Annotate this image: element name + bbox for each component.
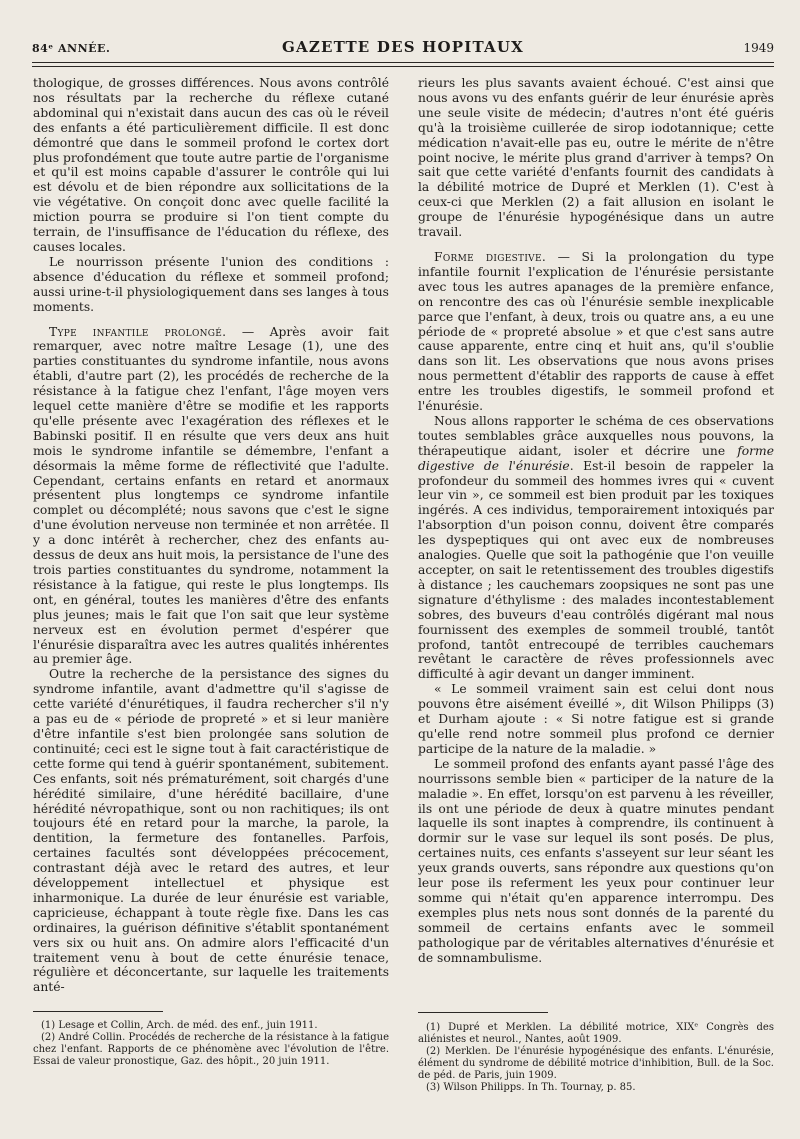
paragraph: Nous allons rapporter le schéma de ces observations toutes semblables grâce auxquelles nous pouvons, la thérapeutique aidant, isoler et décrire une forme digestive de l'énurésie. Est-il besoin de rappeler la profondeur du sommeil des hommes ivres qui « cuvent leur vin », ce sommeil est bien produit par les toxiques ingérés. A ces individus, temporairement intoxiqués par l'absorption d'un poison connu, doivent être comparés les dyspeptiques qui ont avec eux de nombreuses analogies. Quelle que soit la pathogénie que l'on veuille accepter, on sait le retentissement des troubles digestifs à distance ; les cauchemars zoopsiques ne sont pas une signature d'éthylisme : des malades incontestablement sobres, des buveurs d'eau contrôlés digérant mal nous fournissent des exemples de sommeil troublé, tantôt profond, tantôt entrecoupé de terribles cauchemars revêtant le caractère de rêves professionnels avec difficulté à agir devant un danger imminent. [418, 413, 774, 682]
emphasis: forme digestive de l'énurésie [418, 443, 774, 473]
page-number: 1949 [743, 41, 774, 55]
footnotes-right [418, 1022, 774, 1094]
footnote-rule [33, 1011, 163, 1012]
footnotes-left [33, 1020, 389, 1068]
header-rule-top [32, 62, 774, 63]
paragraph: Outre la recherche de la persistance des signes du syndrome infantile, avant d'admettre qu'il s'agisse de cette variété d'énurétiques, il faudra rechercher s'il n'y a pas eu de « période de propreté » et si leur manière d'être infantile s'est bien prolongée sans solution de continuité; ceci est le signe tout à fait caractéristique de cette forme qui tend à guérir spontanément, subitement. Ces enfants, soit nés prématurément, soit chargés d'une hérédité similaire, d'une hérédité bacillaire, d'une hérédité névropathique, sont ou non rachitiques; ils ont toujours été en retard pour la marche, la parole, la dentition, la fermeture des fontanelles. Parfois, certaines facultés sont développées précocement, contrastant déjà avec le retard des autres, et leur développement intellectuel et physique est inharmonique. La durée de leur énurésie est variable, capricieuse, échappant à toute règle fixe. Dans les cas ordinaires, la guérison définitive s'établit spontanément vers six ou huit ans. On admire alors l'efficacité d'un traitement venu à bout de cette énurésie tenace, régulière et déconcertante, sur laquelle les traitements anté- [33, 667, 389, 995]
section-heading: Type infantile prolongé. [49, 324, 227, 339]
section-paragraph: Type infantile prolongé. — Après avoir fait remarquer, avec notre maître Lesage (1), une des parties constituantes du syndrome infantile, nous avons établi, d'autre part (2), les procédés de recherche de la résistance à la fatigue chez l'enfant, l'âge moyen vers lequel cette manière d'être se modifie et les rapports qu'elle présente avec l'exagération des réflexes et le Babinski positif. Il en résulte que vers deux ans huit mois le syndrome infantile se démembre, l'enfant a désormais la même forme de réflectivité que l'adulte. Cependant, certains enfants en retard et anormaux présentent plus longtemps ce syndrome infantile complet ou décomplété; nous savons que c'est le signe d'une évolution nerveuse non terminée et non arrêtée. Il y a donc intérêt à rechercher, chez des enfants au-dessus de deux ans huit mois, la persistance de l'une des trois parties constituantes du syndrome, notamment la résistance à la fatigue, qui reste le plus longtemps. Ils ont, en général, toutes les manières d'être des enfants plus jeunes; mais le fait que l'on sait que leur système nerveux est en évolution permet d'espérer que l'énurésie disparaîtra avec les autres qualités inhérentes au premier âge. [33, 324, 389, 667]
paragraph: « Le sommeil vraiment sain est celui dont nous pouvons être aisément éveillé », dit Wilson Philipps (3) et Durham ajoute : « Si notre fatigue est si grande qu'elle rend notre sommeil plus profond ce dernier participe de la nature de la maladie. » [418, 682, 774, 756]
paragraph: thologique, de grosses différences. Nous avons contrôlé nos résultats par la recherche du réflexe cutané abdominal qui n'existait dans aucun des cas où le réveil des enfants a été particulièrement difficile. Il est donc démontré que dans le sommeil profond le cortex dort plus profondément que toute autre partie de l'organisme et qu'il est moins capable d'assurer le contrôle qui lui est dévolu et de bien répondre aux sollicitations de la vie végétative. On conçoit donc avec quelle facilité la miction pourra se produire si l'on tient compte du terrain, de l'insuffisance de l'éducation du réflexe, des causes locales. [33, 76, 389, 254]
paragraph: Le nourrisson présente l'union des conditions : absence d'éducation du réflexe et sommeil profond; aussi urine-t-il physiologiquement dans ses langes à tous moments. [33, 254, 389, 314]
footnote: (1) Dupré et Merklen. La débilité motrice, XIXᵉ Congrès des aliénistes et neurol., Nantes, août 1909. [418, 1022, 774, 1045]
header-rule-bottom [32, 66, 774, 67]
footnote: (3) Wilson Philipps. In Th. Tournay, p. 85. [426, 1082, 636, 1093]
right-column [418, 76, 774, 965]
footnote: (2) Merklen. De l'énurésie hypogénésique des enfants. L'énurésie, élément du syndrome de débilité motrice d'inhibition, Bull. de la Soc. de péd. de Paris, juin 1909. [418, 1046, 774, 1081]
footnote: (1) Lesage et Collin, Arch. de méd. des enf., juin 1911. [41, 1020, 318, 1031]
footnote-rule [418, 1012, 548, 1013]
paragraph: Le sommeil profond des enfants ayant passé l'âge des nourrissons semble bien « participer de la nature de la maladie ». En effet, lorsqu'on est parvenu à les réveiller, ils ont une période de deux à quatre minutes pendant laquelle ils sont inaptes à comprendre, ils continuent à dormir sur le vase sur lequel ils sont posés. De plus, certaines nuits, ces enfants s'asseyent sur leur séant les yeux grands ouverts, sans répondre aux questions qu'on leur pose ils referment les yeux pour continuer leur somme qui n'était qu'en apparence interrompu. Des exemples plus nets nous sont donnés de la parenté du sommeil de certains enfants avec le sommeil pathologique par de véritables alternatives d'énurésie et de somnambulisme. [418, 756, 774, 965]
section-heading: Forme digestive. [434, 249, 547, 264]
paragraph: rieurs les plus savants avaient échoué. C'est ainsi que nous avons vu des enfants guérir de leur énurésie après une seule visite de médecin; d'autres n'ont été guéris qu'à la troisième cuillerée de sirop iodotannique; cette médication n'avait-elle pas eu, outre le mérite de n'être point nocive, le mérite plus grand d'arriver à temps? On sait que cette variété d'enfants fournit des candidats à la débilité motrice de Dupré et Merklen (1). C'est à ceux-ci que Merklen (2) a fait allusion en isolant le groupe de l'énurésie hypogénésique dans un autre travail. [418, 76, 774, 240]
footnote: (2) André Collin. Procédés de recherche de la résistance à la fatigue chez l'enfant. Rapports de ce phénomène avec l'évolution de l'être. Essai de valeur pronostique, Gaz. des hôpit., 20 juin 1911. [33, 1032, 389, 1067]
section-paragraph: Forme digestive. — Si la prolongation du type infantile fournit l'explication de l'énurésie persistante avec tous les autres apanages de la première enfance, on rencontre des cas où l'énurésie semble inexplicable parce que l'enfant, à deux, trois ou quatre ans, a eu une période de « propreté absolue » et que c'est sans autre cause apparente, entre cinq et huit ans, qu'il s'oublie dans son lit. Les observations que nous avons prises nous permettent d'établir des rapports de cause à effet entre les troubles digestifs, le sommeil profond et l'énurésie. [418, 249, 774, 414]
left-column [33, 76, 389, 995]
page-header [32, 38, 774, 58]
journal-title: GAZETTE DES HOPITAUX [281, 38, 524, 56]
volume-year: 84ᵉ ANNÉE. [32, 42, 111, 55]
